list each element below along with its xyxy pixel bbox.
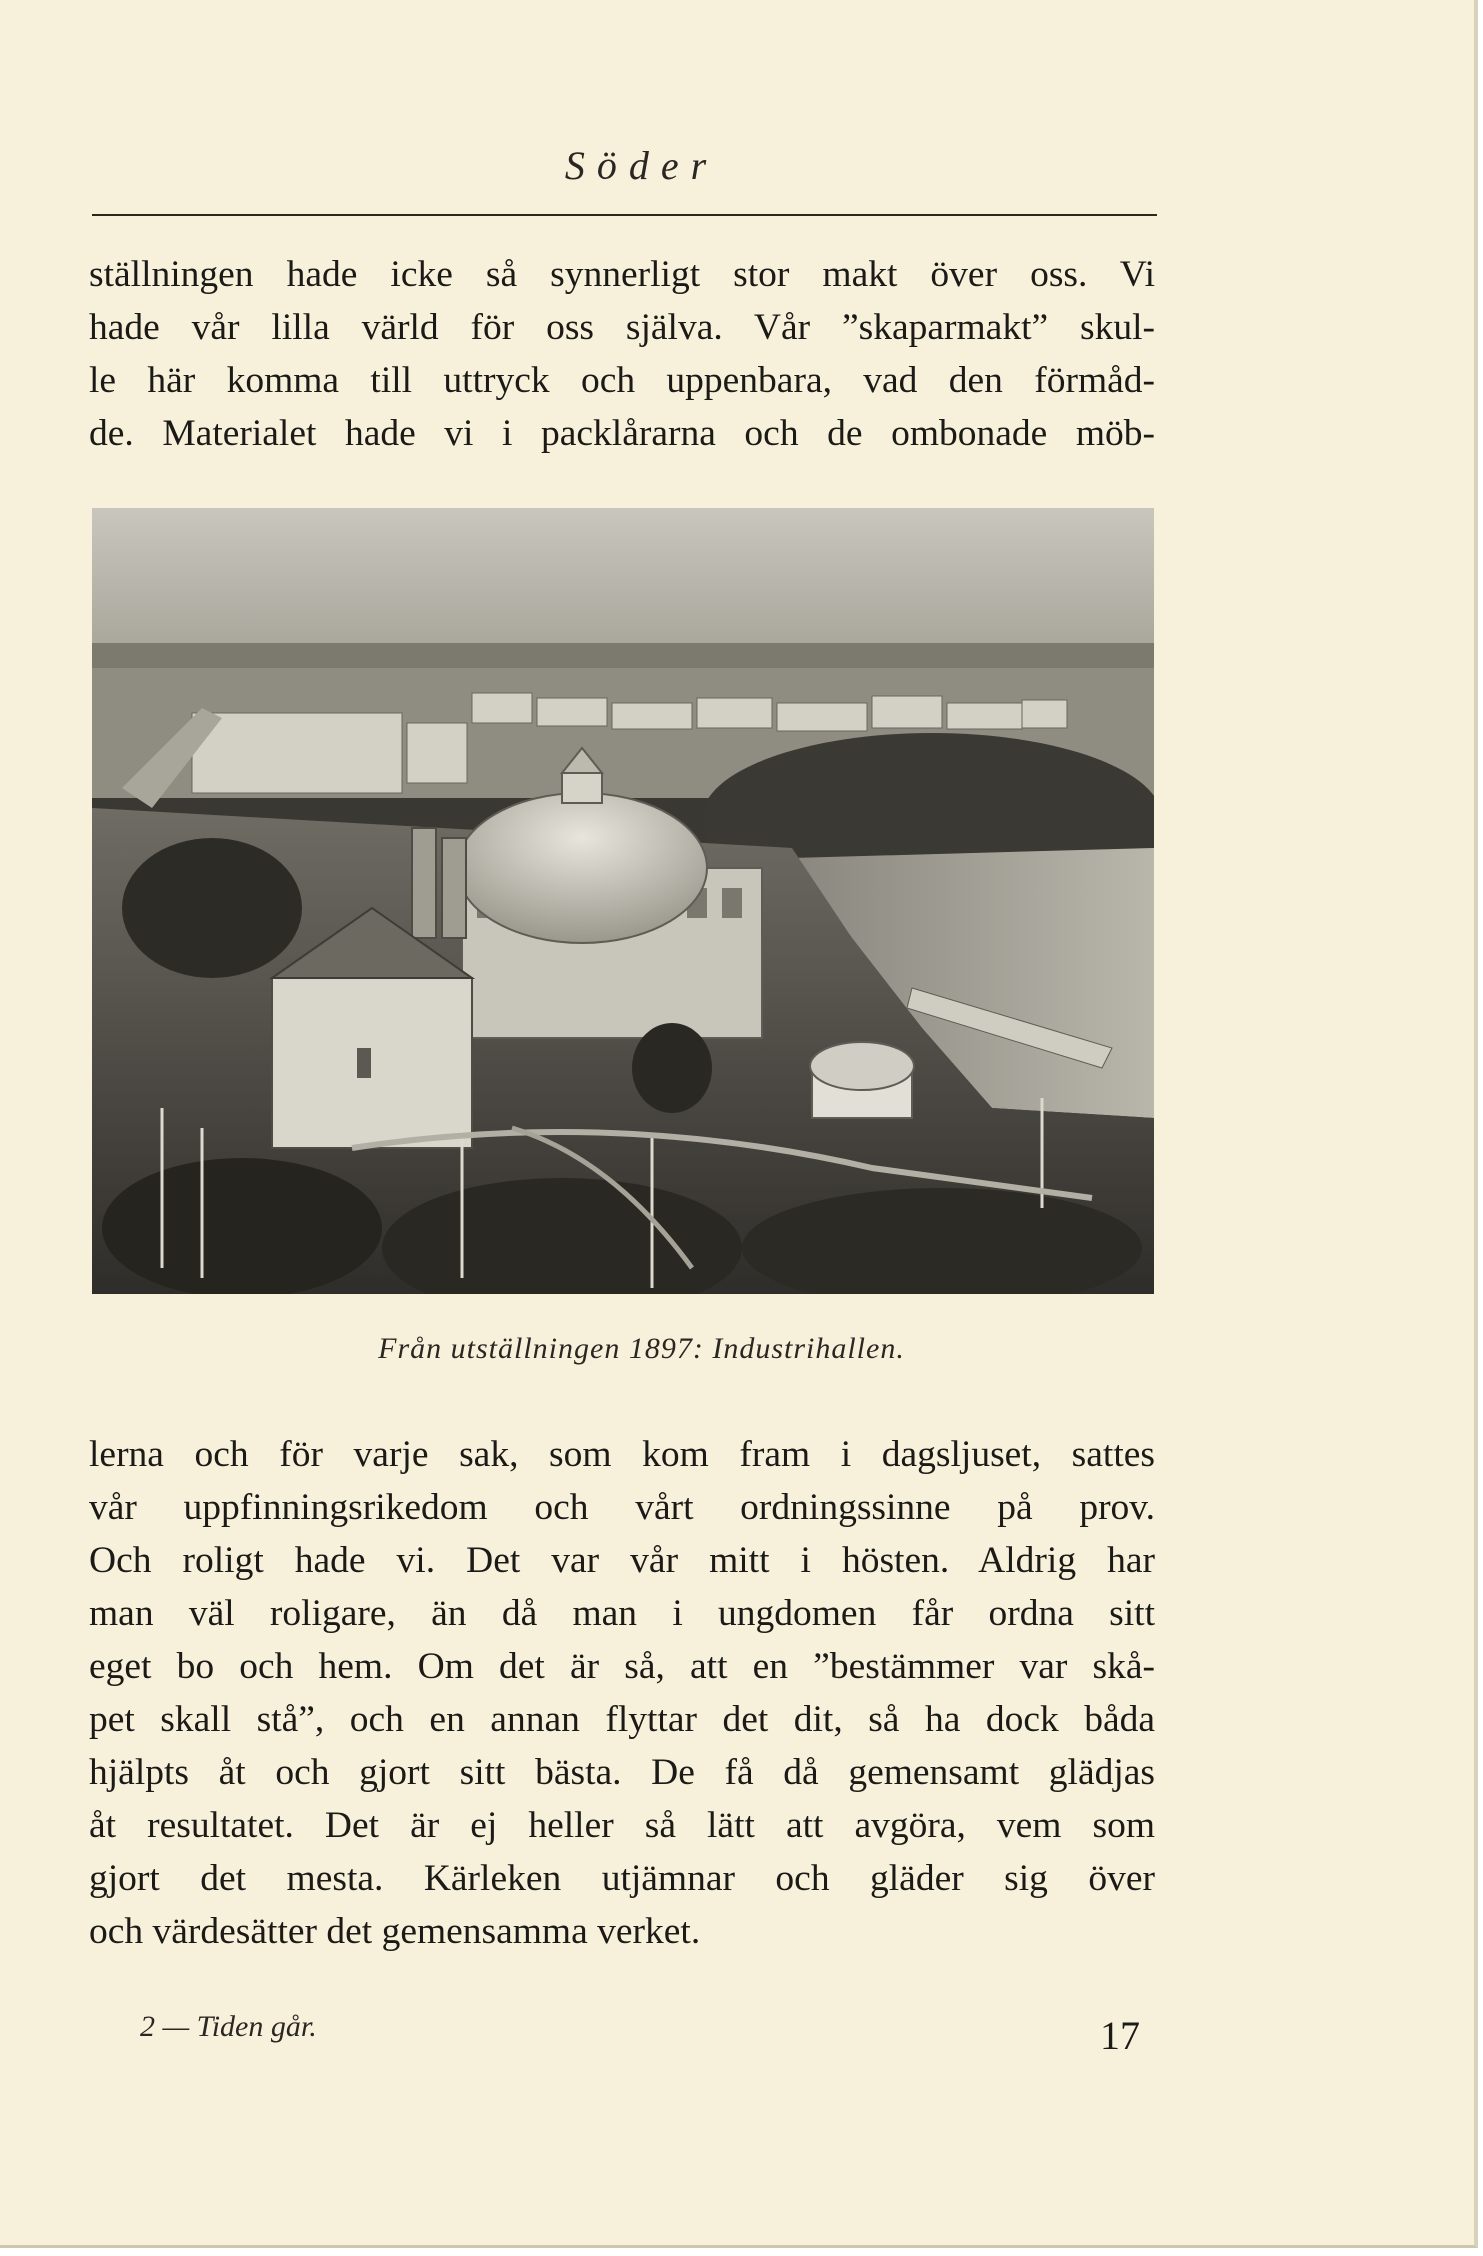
- text-line: pet skall stå”, och en annan flyttar det dit, så ha dock båda: [89, 1699, 1155, 1740]
- text-line: de. Materialet hade vi i packlårarna och de ombonade möb-: [89, 413, 1155, 454]
- text-line: le här komma till uttryck och uppenbara, vad den förmåd-: [89, 360, 1155, 401]
- photo-illustration: [92, 508, 1154, 1294]
- paragraph-top: [89, 248, 1155, 460]
- photograph-industrihallen: [92, 508, 1154, 1294]
- text-line: gjort det mesta. Kärleken utjämnar och gläder sig över: [89, 1858, 1155, 1899]
- text-line: åt resultatet. Det är ej heller så lätt att avgöra, vem som: [89, 1805, 1155, 1846]
- header-rule: [92, 214, 1157, 216]
- text-line: och värdesätter det gemensamma verket.: [89, 1911, 701, 1952]
- text-line: vår uppfinningsrikedom och vårt ordningssinne på prov.: [89, 1487, 1155, 1528]
- text-line: hjälpts åt och gjort sitt bästa. De få då gemensamt glädjas: [89, 1752, 1155, 1793]
- running-head: Söder: [564, 143, 719, 188]
- figure-caption: Från utställningen 1897: Industrihallen.: [378, 1332, 905, 1365]
- text-line: eget bo och hem. Om det är så, att en ”bestämmer var skå-: [89, 1646, 1155, 1687]
- paragraph-bottom: [89, 1428, 1155, 1958]
- text-line: hade vår lilla värld för oss själva. Vår ”skaparmakt” skul-: [89, 307, 1155, 348]
- sheet-signature: 2 — Tiden går.: [140, 2010, 317, 2043]
- text-line: lerna och för varje sak, som kom fram i dagsljuset, sattes: [89, 1434, 1155, 1475]
- page-number: 17: [1100, 2013, 1140, 2058]
- sky: [92, 508, 1154, 648]
- text-line: man väl roligare, än då man i ungdomen får ordna sitt: [89, 1593, 1155, 1634]
- text-line: ställningen hade icke så synnerligt stor makt över oss. Vi: [89, 254, 1155, 295]
- text-line: Och roligt hade vi. Det var vår mitt i hösten. Aldrig har: [89, 1540, 1155, 1581]
